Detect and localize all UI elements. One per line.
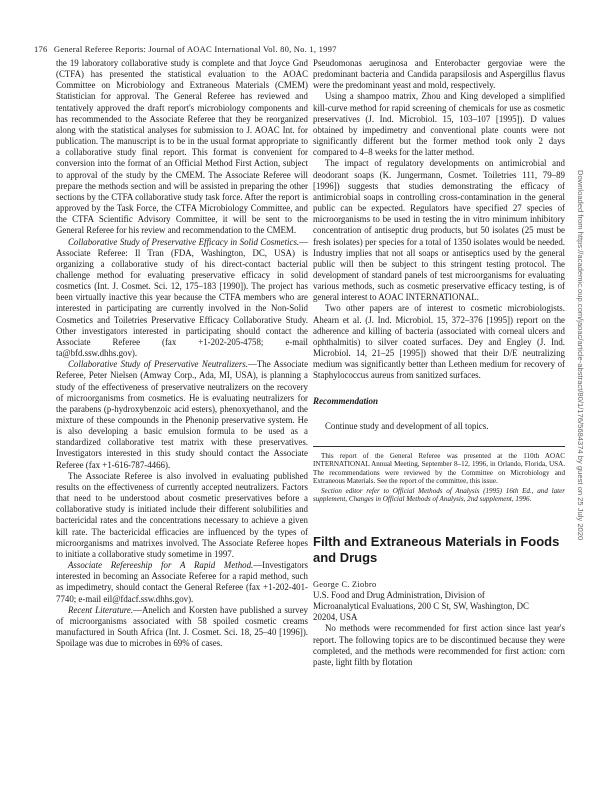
right-column-paragraphs [313, 58, 565, 382]
author-affiliation: Microanalytical Evaluations, 200 C St, SW, Washington, DC [313, 601, 529, 612]
run-in-heading: Collaborative Study of Preservative Efficacy in Solid Cosmetics. [68, 236, 300, 247]
author-name: George C. Ziobro [313, 579, 377, 589]
footnote-rule [313, 446, 565, 447]
run-in-heading: Associate Refereeship for A Rapid Method. [68, 560, 254, 571]
body-paragraph [56, 605, 308, 650]
footnote: This report of the General Referee was presented at the 110th AOAC INTERNATIONAL Annual Meeting, September 8–12, 1996, in Orlando, Florida, USA. The recommendations were reviewed by the Committee on Microbiology and Extraneous Materials. See the report of the committee, this issue. [313, 451, 565, 486]
footnote: Section editor refer to Official Methods of Analysis (1995) 16th Ed., and later supplement, Changes in Official Methods of Analysis, 2nd supplement, 1996. [313, 486, 565, 504]
paragraph-text: The impact of regulatory developments on antimicrobial and deodorant soaps (K. Jungermann, Cosmet. Toiletries 111, 79–89 [1996]) suggests that studies demonstrating the efficacy of antimicrobial soaps in controlling cross-contamination in the general public can be expected. Regulators have specified 27 species of microorganisms to be used in testing the in vitro minimum inhibitory concentration of antiseptic drug products, but 50 isolates (25 must be fresh isolates) per species for a total of 1350 isolates would be needed. Industry implies that not all soaps or antiseptics used by the general public will then be subject to this stringent testing protocol. The development of standard panels of test microorganisms for evaluating various methods, such as cosmetic preservative efficacy testing, is of general interest to AOAC INTERNATIONAL. [313, 158, 565, 303]
running-header [34, 44, 554, 54]
download-watermark: Downloaded from https://academic.oup.com/jaoac/article-abstract/80/1/176/5684374 by guest on 25 July 2020 [576, 170, 585, 541]
paragraph-text: Using a shampoo matrix, Zhou and King developed a simplified kill-curve method for rapid screening of chemicals for use as cosmetic preservatives (J. Ind. Microbiol. 15, 103–107 [1995]). D values obtained by impedimetry and conventional plate counts were not significantly different but the former method took only 2 days compared to 4–8 weeks for the latter method. [313, 91, 565, 158]
body-paragraph [313, 58, 565, 91]
body-paragraph [56, 560, 308, 605]
running-title: General Referee Reports: Journal of AOAC International Vol. 80, No. 1, 1997 [53, 44, 337, 54]
body-paragraph [56, 58, 308, 237]
paragraph-text: —The Associate Referee, Peter Nielsen (Amway Corp., Ada, MI, USA), is planning a study of the effectiveness of preservative neutralizers on the recovery of microorganisms from cosmetics. He is evaluating neutralizers for the parabens (p-hydroxybenzoic acid esters), phenoxyethanol, and the mixture of these compounds in the Phenonip preservative system. He is also developing a basic emulsion formula to be used as a standardized collaborative test matrix with these preservatives. Investigators interested in this study should contact the Associate Referee (fax +1-616-787-4466). [56, 359, 309, 470]
body-paragraph [56, 471, 308, 560]
right-column [313, 58, 565, 668]
paragraph-text: The Associate Referee is also involved in evaluating published results on the effectiveness of currently accepted neutralizers. Factors that need to be understood about cosmetic preservatives before a collaborative study is initiated include their different solubilities and bactericidal rates and the concentrations necessary to achieve a given kill rate. The bactericidal efficacies are influenced by the types of microorganisms and matrixes involved. The Associate Referee hopes to initiate a collaborative study sometime in 1997. [56, 470, 308, 559]
left-column [56, 58, 308, 649]
run-in-heading: Recent Literature. [68, 604, 134, 615]
page-number: 176 [34, 44, 48, 54]
recommendation-heading: Recommendation [313, 395, 378, 406]
author-affiliation: 20204, USA [313, 612, 358, 623]
body-paragraph [313, 303, 565, 381]
paragraph-text: —Anelich and Korsten have published a survey of microorganisms associated with 58 spoiled cosmetic creams manufactured in South Africa (Int. J. Cosmet. Sci. 18, 25–40 [1996]). Spoilage was due to microbes in 69% of cases. [56, 604, 308, 649]
paragraph-text: Two other papers are of interest to cosmetic microbiologists. Ahearn et al. (J. Ind. Microbiol. 15, 372–376 [1995]) report on the adherence and killing of bacteria (associated with corneal ulcers and ophthalmitis) to silver coated surfaces. Dey and Engley (J. Ind. Microbiol. 14, 21–25 [1995]) showed that their D/E neutralizing medium was significantly better than Letheen medium for recovery of Staphylococcus aureus from sanitized surfaces. [313, 303, 565, 381]
paragraph-text: the 19 laboratory collaborative study is complete and that Joyce Gnd (CTFA) has presented the statistical evaluation to the AOAC Committee on Microbiology and Extraneous Materials (CMEM) Statistician for approval. The General Referee has reviewed and tentatively approved the draft report's microbiology components and has recommended to the Associate Referee that they be reorganized along with the statistical analyses for submission to J. AOAC Int. for publication. The manuscript is to be in the usual format appropriate to a collaborative study final report. This format is convenient for conversion into the format of an Official Method First Action, subject to approval of the study by the CMEM. The Associate Referee will prepare the methods section and will be assisted in preparing the other sections by the CTFA collaborative study task force. After the report is approved by the Task Force, the CTFA Microbiology Committee, and the CTFA Scientific Advisory Committee, it will be sent to the General Referee for his review and recommendation to the CMEM. [56, 58, 308, 236]
body-paragraph [313, 91, 565, 158]
author-affiliation: U.S. Food and Drug Administration, Division of [313, 590, 485, 600]
run-in-heading: Collaborative Study of Preservative Neutralizers. [68, 359, 248, 370]
recommendation-item: Continue study and development of all topics. [325, 420, 489, 431]
body-paragraph [313, 158, 565, 303]
paragraph-text: Pseudomonas aeruginosa and Enterobacter gergoviae were the predominant bacteria and Candida parapsilosis and Aspergillus flavus were the predominant yeast and mold, respectively. [313, 58, 565, 91]
section-intro-paragraph: No methods were recommended for first action since last year's report. The following topics are to be discontinued because they were completed, and the methods were recommended for first action: corn paste, light filth by flotation [313, 623, 565, 667]
paragraph-text: —Associate Referee: Il Tran (FDA, Washington, DC, USA) is organizing a collaborative study of his direct-contact bacterial challenge method for evaluating preservative efficacy in solid cosmetics (Int. J. Cosmet. Sci. 12, 175–183 [1990]). The project has been virtually inactive this year because the CTFA members who are interested in participating are currently involved in the Non-Solid Cosmetics and Toiletries Preservative Efficacy Collaborative Study. Other investigators interested in participating should contact the Associate Referee (fax +1-202-205-4758; e-mail ta@bfd.ssw.dhhs.gov). [56, 236, 308, 359]
section-title: Filth and Extraneous Materials in Foods and Drugs [313, 533, 560, 565]
paragraph-text: —Investigators interested in becoming an Associate Referee for a rapid method, such as impedimetry, should contact the General Referee (fax +1-202-401-7740; e-mail eil@fdacf.ssw.dhhs.gov). [56, 560, 308, 604]
body-paragraph [56, 237, 308, 360]
body-paragraph [56, 359, 308, 471]
